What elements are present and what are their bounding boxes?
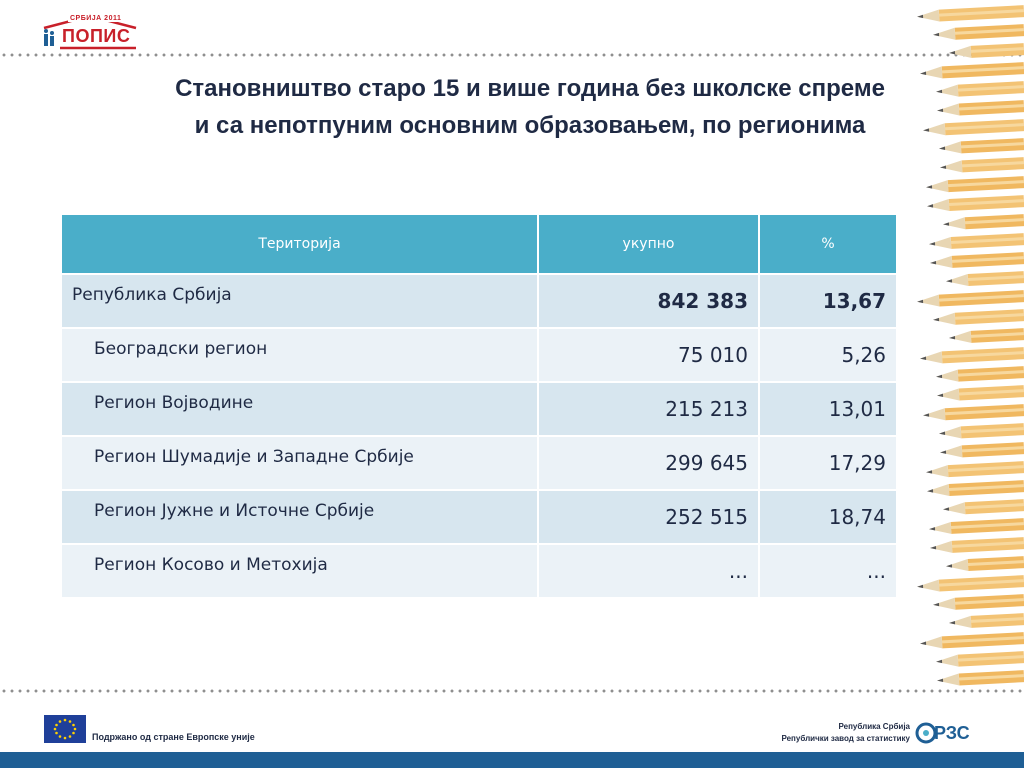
rzs-country-text: Република Србија — [838, 722, 910, 731]
row-total: 252 515 — [538, 490, 759, 544]
row-percent: 5,26 — [759, 328, 897, 382]
top-dotted-divider — [0, 53, 1024, 57]
row-total: 75 010 — [538, 328, 759, 382]
row-total: 299 645 — [538, 436, 759, 490]
table-row — [61, 544, 897, 598]
header-territory: Територија — [61, 214, 538, 274]
row-total: 842 383 — [538, 274, 759, 328]
table-header-row — [61, 214, 897, 274]
pencils-decoration-icon — [909, 0, 1024, 690]
row-total: ... — [538, 544, 759, 598]
row-percent: ... — [759, 544, 897, 598]
eu-flag-icon — [44, 715, 86, 743]
row-name: Регион Војводине — [61, 382, 538, 436]
title-line-2: и са непотпуним основним образовањем, по регионима — [194, 112, 866, 139]
table-row — [61, 328, 897, 382]
table-row — [61, 274, 897, 328]
row-percent: 17,29 — [759, 436, 897, 490]
row-percent: 13,67 — [759, 274, 897, 328]
row-name: Регион Косово и Метохија — [61, 544, 538, 598]
row-name: Београдски регион — [61, 328, 538, 382]
row-percent: 18,74 — [759, 490, 897, 544]
row-name: Регион Јужне и Источне Србије — [61, 490, 538, 544]
title-line-1: Становништво старо 15 и више година без школске спреме — [175, 75, 885, 102]
bottom-dotted-divider — [0, 689, 1024, 693]
row-percent: 13,01 — [759, 382, 897, 436]
eu-support-text: Подржано од стране Европске уније — [92, 732, 255, 742]
logo-word-text: ПОПИС — [62, 26, 131, 46]
footer-strip — [0, 752, 1024, 768]
table-row — [61, 490, 897, 544]
rzs-logo-text: РЗС — [934, 723, 970, 743]
logo-year-text: СРБИЈА 2011 — [70, 15, 122, 22]
table-row — [61, 436, 897, 490]
header-percent: % — [759, 214, 897, 274]
table-row — [61, 382, 897, 436]
row-name: Регион Шумадије и Западне Србије — [61, 436, 538, 490]
rzs-logo — [914, 718, 984, 746]
regions-table — [60, 213, 898, 599]
page-title — [100, 70, 960, 144]
row-name: Република Србија — [61, 274, 538, 328]
row-total: 215 213 — [538, 382, 759, 436]
header-total: укупно — [538, 214, 759, 274]
census-logo — [40, 14, 140, 50]
rzs-institute-text: Републички завод за статистику — [781, 734, 910, 743]
